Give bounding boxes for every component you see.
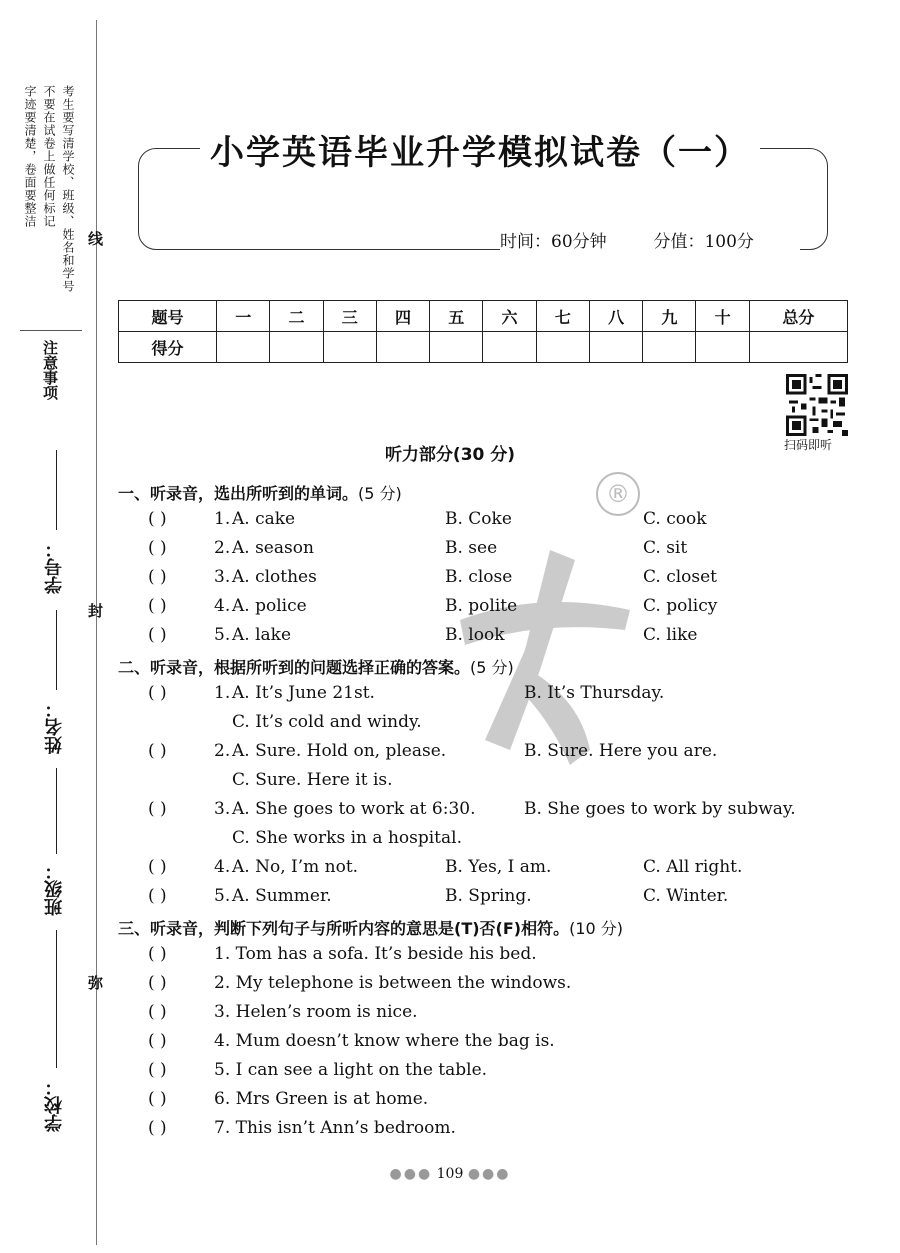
- statement: 3. Helen’s room is nice.: [214, 1002, 418, 1022]
- answer-blank[interactable]: ( ): [148, 1002, 167, 1022]
- score-row: [119, 332, 848, 363]
- exam-score: 分值：100分: [653, 232, 754, 252]
- listening-part-title: 听力部分(30 分): [384, 445, 516, 465]
- statement: 4. Mum doesn’t know where the bag is.: [214, 1031, 555, 1051]
- table-cell: 四: [376, 301, 429, 332]
- school-label: 学校：: [44, 1078, 65, 1132]
- section-title-text: 一、听录音，选出所听到的单词。: [118, 484, 359, 503]
- seal-mi-char: 弥: [88, 974, 104, 992]
- item-number: 4.: [214, 857, 231, 877]
- note-1: 考生要写清学校、班级、姓名和学号: [61, 85, 75, 293]
- option-a: A. clothes: [232, 567, 317, 587]
- table-cell: 得分: [119, 332, 217, 363]
- registered-mark-icon: ®: [596, 472, 640, 516]
- answer-blank[interactable]: ( ): [148, 1031, 167, 1051]
- table-cell: 三: [323, 301, 376, 332]
- section-title-text: 二、听录音，根据所听到的问题选择正确的答案。: [118, 658, 471, 677]
- page-footer: [0, 1166, 900, 1182]
- section-points: (5 分): [358, 484, 402, 503]
- item-number: 5.: [214, 886, 231, 906]
- section-1-title: [118, 481, 402, 504]
- score-cell[interactable]: [217, 332, 270, 363]
- section-2-title: [118, 655, 514, 678]
- table-cell: 二: [270, 301, 323, 332]
- answer-blank[interactable]: ( ): [148, 857, 167, 877]
- answer-blank[interactable]: ( ): [148, 1089, 167, 1109]
- option-b: B. see: [445, 538, 498, 558]
- option-a: A. Sure. Hold on, please.: [232, 741, 447, 761]
- exam-notes: [20, 85, 77, 293]
- option-c: C. Sure. Here it is.: [232, 770, 393, 790]
- option-c: C. closet: [643, 567, 718, 587]
- option-c: C. policy: [643, 596, 718, 616]
- binding-divider: [96, 20, 97, 1245]
- answer-blank[interactable]: ( ): [148, 741, 167, 761]
- option-b: B. She goes to work by subway.: [524, 799, 796, 819]
- qr-caption: 扫码即听: [784, 438, 833, 452]
- score-cell[interactable]: [430, 332, 483, 363]
- option-a: A. lake: [232, 625, 292, 645]
- answer-blank[interactable]: ( ): [148, 1060, 167, 1080]
- option-b: B. close: [445, 567, 513, 587]
- option-c: C. All right.: [643, 857, 743, 877]
- seal-line-char: 线: [88, 230, 104, 248]
- notes-title: 注意事项: [41, 340, 59, 400]
- table-cell: 五: [430, 301, 483, 332]
- score-cell[interactable]: [589, 332, 642, 363]
- statement: 6. Mrs Green is at home.: [214, 1089, 429, 1109]
- page-title: 小学英语毕业升学模拟试卷（一）: [200, 128, 760, 178]
- score-cell[interactable]: [376, 332, 429, 363]
- option-a: A. cake: [232, 509, 296, 529]
- answer-blank[interactable]: ( ): [148, 509, 167, 529]
- table-cell: 一: [217, 301, 270, 332]
- student-id-label: 学号：: [44, 540, 65, 594]
- table-cell: 十: [696, 301, 749, 332]
- table-cell: 题号: [119, 301, 217, 332]
- answer-blank[interactable]: ( ): [148, 538, 167, 558]
- answer-blank[interactable]: ( ): [148, 973, 167, 993]
- dots-decoration: ●●●: [389, 1166, 433, 1182]
- section-points: (10 分): [569, 919, 624, 938]
- option-c: C. She works in a hospital.: [232, 828, 462, 848]
- option-a: A. No, I’m not.: [232, 857, 359, 877]
- answer-blank[interactable]: ( ): [148, 567, 167, 587]
- score-cell[interactable]: [749, 332, 847, 363]
- statement: 5. I can see a light on the table.: [214, 1060, 488, 1080]
- item-number: 3.: [214, 567, 231, 587]
- section-points: (5 分): [470, 658, 514, 677]
- option-c: C. sit: [643, 538, 688, 558]
- notes-divider: [20, 330, 82, 331]
- exam-time: 时间：60分钟: [500, 232, 607, 252]
- note-3: 字迹要清楚，卷面要整洁: [23, 85, 37, 228]
- option-a: A. She goes to work at 6:30.: [232, 799, 476, 819]
- score-cell[interactable]: [643, 332, 696, 363]
- option-a: A. police: [232, 596, 307, 616]
- school-field[interactable]: [56, 930, 57, 1068]
- answer-blank[interactable]: ( ): [148, 683, 167, 703]
- table-cell: 总分: [749, 301, 847, 332]
- item-number: 2.: [214, 538, 231, 558]
- exam-info: [500, 227, 800, 252]
- answer-blank[interactable]: ( ): [148, 1118, 167, 1138]
- qr-code-icon[interactable]: [786, 374, 848, 436]
- option-c: C. cook: [643, 509, 707, 529]
- note-2: 不要在试卷上做任何标记: [42, 85, 56, 228]
- option-c: C. Winter.: [643, 886, 729, 906]
- option-b: B. look: [445, 625, 505, 645]
- option-b: B. Spring.: [445, 886, 532, 906]
- option-c: C. like: [643, 625, 698, 645]
- option-b: B. It’s Thursday.: [524, 683, 665, 703]
- item-number: 2.: [214, 741, 231, 761]
- score-cell[interactable]: [270, 332, 323, 363]
- section-title-text: 三、听录音，判断下列句子与所听内容的意思是(T)否(F)相符。: [118, 919, 570, 938]
- statement: 1. Tom has a sofa. It’s beside his bed.: [214, 944, 537, 964]
- item-number: 1.: [214, 683, 231, 703]
- class-label: 班级：: [44, 862, 65, 916]
- table-cell: 八: [589, 301, 642, 332]
- table-cell: 九: [643, 301, 696, 332]
- option-b: B. polite: [445, 596, 518, 616]
- name-label: 姓名：: [44, 700, 65, 754]
- dots-decoration: ●●●: [467, 1166, 511, 1182]
- item-number: 1.: [214, 509, 231, 529]
- seal-seal-char: 封: [88, 602, 104, 620]
- score-cell[interactable]: [483, 332, 536, 363]
- option-a: A. Summer.: [232, 886, 332, 906]
- option-b: B. Yes, I am.: [445, 857, 552, 877]
- page-number: 109: [436, 1166, 464, 1182]
- score-cell[interactable]: [323, 332, 376, 363]
- class-field[interactable]: [56, 768, 57, 854]
- option-b: B. Sure. Here you are.: [524, 741, 718, 761]
- score-cell[interactable]: [536, 332, 589, 363]
- answer-blank[interactable]: ( ): [148, 596, 167, 616]
- score-table: [118, 300, 848, 363]
- option-c: C. It’s cold and windy.: [232, 712, 422, 732]
- answer-blank[interactable]: ( ): [148, 799, 167, 819]
- table-cell: 六: [483, 301, 536, 332]
- statement: 7. This isn’t Ann’s bedroom.: [214, 1118, 456, 1138]
- section-3-title: [118, 916, 623, 939]
- answer-blank[interactable]: ( ): [148, 944, 167, 964]
- option-a: A. season: [232, 538, 314, 558]
- table-cell: 七: [536, 301, 589, 332]
- answer-blank[interactable]: ( ): [148, 886, 167, 906]
- score-cell[interactable]: [696, 332, 749, 363]
- option-b: B. Coke: [445, 509, 512, 529]
- name-field[interactable]: [56, 610, 57, 690]
- item-number: 4.: [214, 596, 231, 616]
- statement: 2. My telephone is between the windows.: [214, 973, 572, 993]
- answer-blank[interactable]: ( ): [148, 625, 167, 645]
- item-number: 3.: [214, 799, 231, 819]
- score-header-row: [119, 301, 848, 332]
- item-number: 5.: [214, 625, 231, 645]
- option-a: A. It’s June 21st.: [232, 683, 375, 703]
